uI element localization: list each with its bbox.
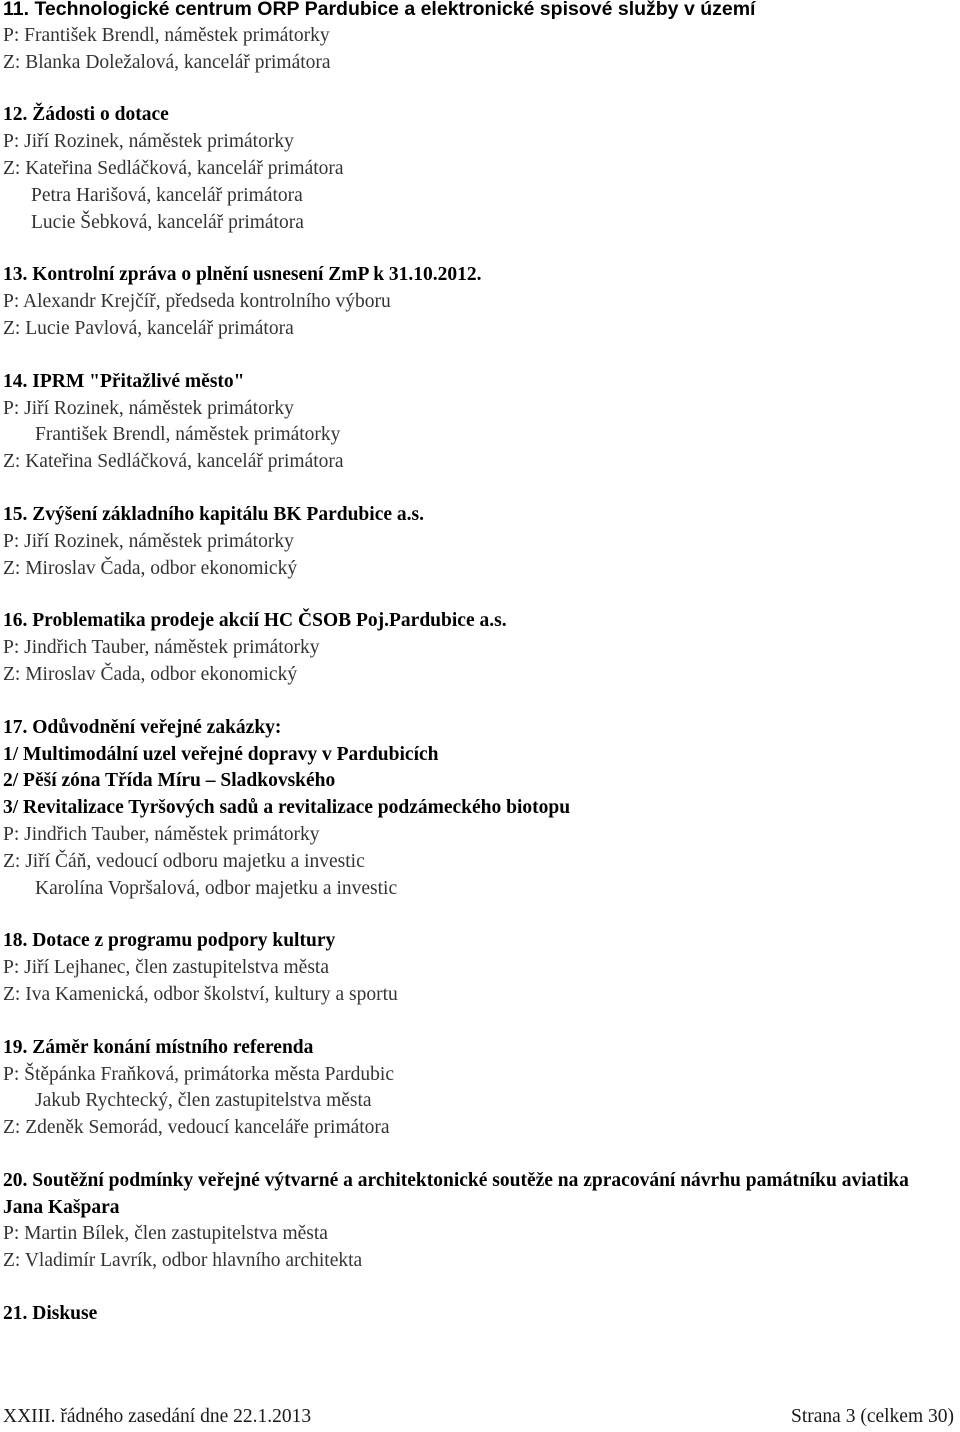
agenda-item-title: 18. Dotace z programu podpory kultury (3, 930, 336, 952)
footer-session-label: XXIII. řádného zasedání dne 22.1.2013 (3, 1406, 312, 1427)
agenda-item-19 (3, 1035, 953, 1142)
subitem-line: 1/ Multimodální uzel veřejné dopravy v Pardubicích (3, 743, 439, 765)
subitem-line: 2/ Pěší zóna Třída Míru – Sladkovského (3, 770, 336, 792)
agenda-item-title: 14. IPRM "Přitažlivé město" (3, 370, 245, 392)
agenda-item-20 (3, 1168, 953, 1275)
agenda-item-title: 20. Soutěžní podmínky veřejné výtvarné a architektonické soutěže na zpracování návrhu památníku aviatika Jana Kašpara (3, 1169, 909, 1218)
presenter-line: Jakub Rychtecký, člen zastupitelstva města (35, 1090, 372, 1112)
presenter-line: P: Jiří Rozinek, náměstek primátorky (3, 131, 294, 153)
processor-line: Z: Miroslav Čada, odbor ekonomický (3, 663, 298, 685)
agenda-item-title: 15. Zvýšení základního kapitálu BK Pardubice a.s. (3, 503, 424, 525)
agenda-item-title: 16. Problematika prodeje akcií HC ČSOB Poj.Pardubice a.s. (3, 610, 507, 632)
agenda-item-18 (3, 928, 953, 1008)
processor-line: Petra Harišová, kancelář primátora (31, 184, 303, 206)
presenter-line: P: Martin Bílek, člen zastupitelstva města (3, 1223, 328, 1245)
agenda-item-title: 17. Odůvodnění veřejné zakázky: (3, 716, 282, 738)
agenda-item-title: 13. Kontrolní zpráva o plnění usnesení ZmP k 31.10.2012. (3, 264, 482, 286)
presenter-line: František Brendl, náměstek primátorky (35, 424, 341, 446)
processor-line: Karolína Vopršalová, odbor majetku a investic (35, 877, 398, 899)
agenda-item-title: 21. Diskuse (3, 1303, 98, 1325)
processor-line: Z: Kateřina Sedláčková, kancelář primátora (3, 157, 344, 179)
agenda-item-16 (3, 608, 953, 688)
processor-line: Z: Lucie Pavlová, kancelář primátora (3, 317, 294, 339)
processor-line: Z: Jiří Čáň, vedoucí odboru majetku a investic (3, 850, 365, 872)
agenda-item-title: 12. Žádosti o dotace (3, 104, 169, 126)
agenda-item-title: 19. Záměr konání místního referenda (3, 1036, 314, 1058)
document-page (3, 0, 953, 1354)
agenda-item-21 (3, 1301, 953, 1328)
agenda-item-17 (3, 715, 953, 903)
presenter-line: P: Jiří Lejhanec, člen zastupitelstva města (3, 957, 329, 979)
agenda-item-14 (3, 369, 953, 476)
presenter-line: P: Jindřich Tauber, náměstek primátorky (3, 637, 320, 659)
processor-line: Z: Zdeněk Semorád, vedoucí kanceláře primátora (3, 1117, 390, 1139)
footer-page-number: Strana 3 (celkem 30) (791, 1406, 954, 1427)
processor-line: Z: Miroslav Čada, odbor ekonomický (3, 557, 298, 579)
presenter-line: P: Jiří Rozinek, náměstek primátorky (3, 530, 294, 552)
presenter-line: P: Alexandr Krejčíř, předseda kontrolního výboru (3, 291, 391, 313)
subitem-line: 3/ Revitalizace Tyršových sadů a revitalizace podzámeckého biotopu (3, 797, 571, 819)
agenda-item-title: 11. Technologické centrum ORP Pardubice a elektronické spisové služby v území (3, 0, 756, 20)
processor-line: Z: Vladimír Lavrík, odbor hlavního architekta (3, 1250, 363, 1272)
processor-line: Z: Kateřina Sedláčková, kancelář primátora (3, 451, 344, 473)
presenter-line: P: Jindřich Tauber, náměstek primátorky (3, 823, 320, 845)
processor-line: Z: Iva Kamenická, odbor školství, kultury a sportu (3, 983, 398, 1005)
agenda-item-13 (3, 262, 953, 342)
agenda-item-12 (3, 102, 953, 236)
agenda-item-15 (3, 502, 953, 582)
presenter-line: P: František Brendl, náměstek primátorky (3, 24, 330, 46)
presenter-line: P: Štěpánka Fraňková, primátorka města Pardubic (3, 1063, 394, 1085)
agenda-item-11 (3, 0, 953, 76)
processor-line: Lucie Šebková, kancelář primátora (31, 211, 304, 233)
presenter-line: P: Jiří Rozinek, náměstek primátorky (3, 397, 294, 419)
processor-line: Z: Blanka Doležalová, kancelář primátora (3, 51, 331, 73)
